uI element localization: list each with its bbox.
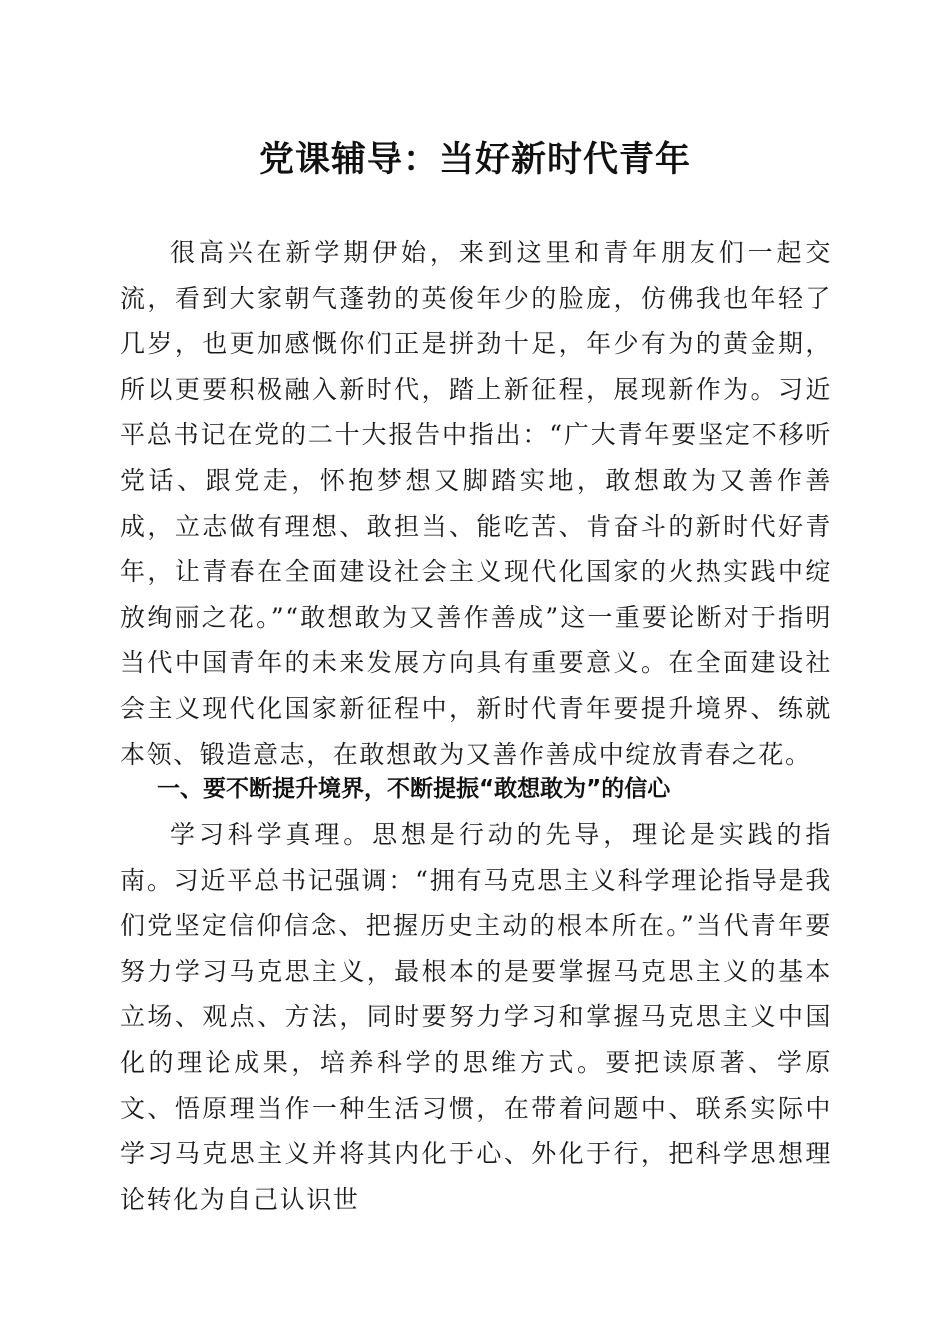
intro-paragraph: 很高兴在新学期伊始，来到这里和青年朋友们一起交流，看到大家朝气蓬勃的英俊年少的脸庞，仿佛我也年轻了几岁，也更加感慨你们正是拼劲十足，年少有为的黄金期，所以更要积极融入新时代，踏上新征程，展现新作为。习近平总书记在党的二十大报告中指出：“广大青年要坚定不移听党话、跟党走，怀抱梦想又脚踏实地，敢想敢为又善作善成，立志做有理想、敢担当、能吃苦、肯奋斗的新时代好青年，让青春在全面建设社会主义现代化国家的火热实践中绽放绚丽之花。”“敢想敢为又善作善成”这一重要论断对于指明当代中国青年的未来发展方向具有重要意义。在全面建设社会主义现代化国家新征程中，新时代青年要提升境界、练就本领、锻造意志，在敢想敢为又善作善成中绽放青春之花。: [120, 238, 832, 769]
section-1-paragraph: 学习科学真理。思想是行动的先导，理论是实践的指南。习近平总书记强调：“拥有马克思主义科学理论指导是我们党坚定信仰信念、把握历史主动的根本所在。”当代青年要努力学习马克思主义，最根本的是要掌握马克思主义的基本立场、观点、方法，同时要努力学习和掌握马克思主义中国化的理论成果，培养科学的思维方式。要把读原著、学原文、悟原理当作一种生活习惯，在带着问题中、联系实际中学习马克思主义并将其内化于心、外化于行，把科学思想理论转化为自己认识世: [120, 820, 832, 1214]
section-1-body: [120, 812, 832, 1222]
intro-section: [120, 230, 832, 777]
document-title: 党课辅导：当好新时代青年: [258, 139, 691, 180]
section-heading-1: 一、要不断提升境界，不断提振“敢想敢为”的信心: [157, 776, 671, 802]
